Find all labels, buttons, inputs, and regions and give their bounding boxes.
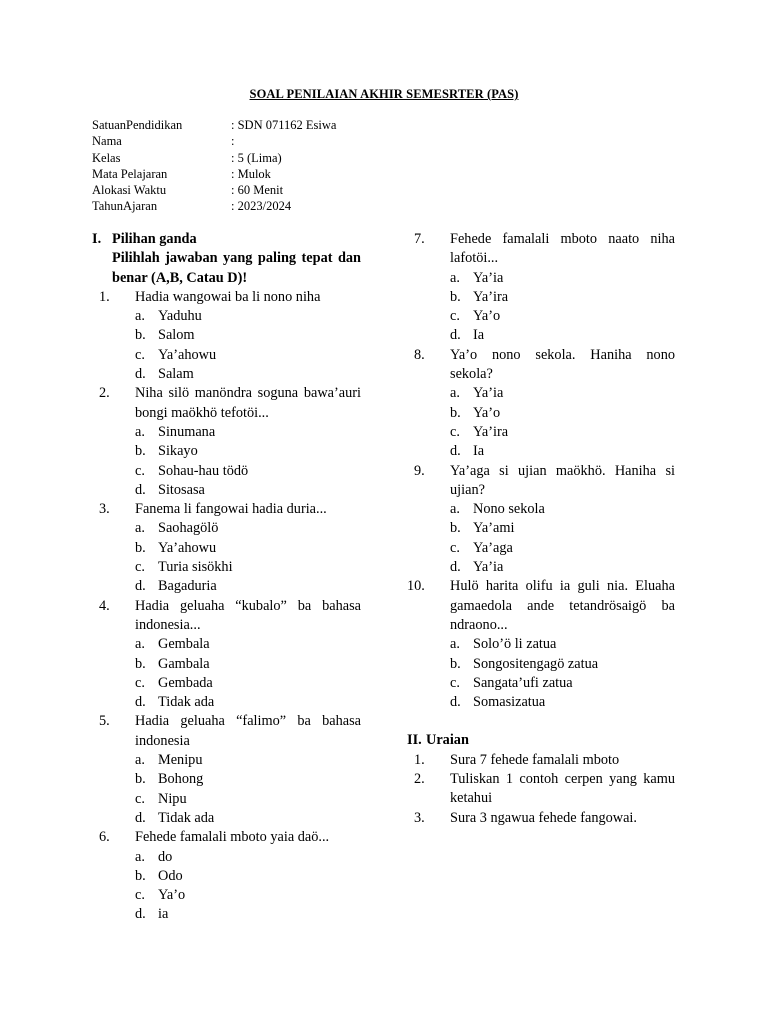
option-text: Salom — [158, 327, 195, 344]
option-letter: b. — [135, 771, 146, 788]
info-row — [92, 166, 336, 182]
option-text: Somasizatua — [473, 694, 546, 711]
answer-option — [135, 635, 361, 654]
option-letter: b. — [135, 443, 146, 460]
info-row — [92, 117, 336, 133]
info-label: TahunAjaran — [92, 199, 158, 214]
section-title: Pilihan ganda — [112, 231, 197, 247]
option-text: Bohong — [158, 771, 204, 788]
question-item — [92, 828, 361, 847]
option-letter: b. — [450, 655, 461, 672]
info-row — [92, 150, 336, 166]
answer-option — [450, 655, 675, 674]
question-text: Hadia wangowai ba li nono niha — [135, 288, 321, 305]
document-title: SOAL PENILAIAN AKHIR SEMESRTER (PAS) — [249, 87, 519, 101]
question-number: 9. — [414, 462, 425, 479]
answer-option — [450, 558, 675, 577]
option-letter: d. — [135, 578, 146, 595]
option-text: Ya’aga — [473, 539, 513, 556]
answer-option — [450, 423, 675, 442]
answer-option — [135, 346, 361, 365]
option-letter: b. — [135, 655, 146, 672]
question-text: Ya’o nono sekola. Haniha nono sekola? — [450, 346, 675, 383]
option-text: Salam — [158, 366, 194, 383]
answer-option — [135, 848, 361, 867]
option-text: Ya’ahowu — [158, 346, 217, 363]
option-text: Ya’ira — [473, 288, 509, 305]
answer-option — [135, 751, 361, 770]
question-item — [92, 712, 361, 751]
option-text: Ya’ira — [473, 423, 509, 440]
section-heading — [92, 230, 361, 249]
essay-item — [407, 751, 675, 770]
essay-number: 2. — [414, 771, 425, 788]
option-text: ia — [158, 906, 169, 923]
answer-option — [450, 500, 675, 519]
question-text: Fehede famalali mboto naato niha lafotöi... — [450, 231, 675, 267]
option-text: Saohagölö — [158, 520, 219, 537]
info-label: Kelas — [92, 150, 121, 165]
option-letter: d. — [135, 366, 146, 383]
option-letter: b. — [450, 288, 461, 305]
option-text: Sangata’ufi zatua — [473, 674, 573, 691]
option-text: Sitosasa — [158, 481, 205, 498]
option-letter: a. — [450, 385, 460, 402]
option-letter: d. — [135, 906, 146, 923]
answer-option — [135, 307, 361, 326]
answer-option — [135, 790, 361, 809]
section-number: I. — [92, 231, 102, 247]
answer-option — [135, 365, 361, 384]
essay-item — [407, 770, 675, 809]
answer-option — [135, 519, 361, 538]
answer-option — [135, 770, 361, 789]
identity-block — [92, 117, 336, 215]
option-letter: c. — [450, 423, 460, 440]
question-item — [92, 597, 361, 636]
option-text: Odo — [158, 867, 183, 884]
option-letter: d. — [135, 809, 146, 826]
option-letter: c. — [135, 887, 145, 904]
option-letter: a. — [135, 752, 145, 769]
answer-option — [135, 886, 361, 905]
option-letter: b. — [135, 327, 146, 344]
section-title: Uraian — [426, 732, 469, 749]
option-letter: d. — [450, 694, 461, 711]
option-text: Nipu — [158, 790, 187, 807]
question-number: 1. — [99, 288, 110, 305]
option-text: Ya’ahowu — [158, 539, 217, 556]
option-text: Ya’ami — [473, 520, 515, 537]
option-text: Ya’ia — [473, 385, 504, 402]
option-letter: b. — [135, 867, 146, 884]
answer-option — [135, 539, 361, 558]
option-letter: c. — [135, 790, 145, 807]
question-item — [407, 346, 675, 385]
info-label: Alokasi Waktu — [92, 183, 167, 198]
option-letter: a. — [135, 520, 145, 537]
right-column — [407, 230, 675, 828]
info-value: : 5 (Lima) — [231, 150, 282, 165]
option-text: Ya’o — [473, 404, 501, 421]
answer-option — [450, 269, 675, 288]
answer-option — [450, 384, 675, 403]
question-number: 4. — [99, 597, 110, 614]
essay-number: 3. — [414, 809, 425, 826]
option-letter: a. — [135, 423, 145, 440]
option-text: Tidak ada — [158, 809, 215, 826]
section-number: II. — [407, 732, 422, 749]
question-item — [92, 384, 361, 423]
question-number: 6. — [99, 829, 110, 846]
answer-option — [135, 423, 361, 442]
info-row — [92, 198, 336, 214]
answer-option — [450, 288, 675, 307]
answer-option — [450, 635, 675, 654]
option-letter: d. — [450, 443, 461, 460]
essay-number: 1. — [414, 751, 425, 768]
answer-option — [135, 462, 361, 481]
question-number: 8. — [414, 346, 425, 363]
essay-text: Sura 3 ngawua fehede fangowai. — [450, 809, 637, 826]
option-text: Bagaduria — [158, 578, 217, 595]
answer-option — [450, 674, 675, 693]
answer-option — [135, 655, 361, 674]
answer-option — [135, 558, 361, 577]
answer-option — [135, 326, 361, 345]
option-letter: c. — [135, 559, 145, 576]
option-letter: c. — [450, 539, 460, 556]
answer-option — [450, 693, 675, 712]
answer-option — [135, 693, 361, 712]
info-label: Mata Pelajaran — [92, 166, 168, 181]
option-letter: b. — [135, 539, 146, 556]
option-text: Sinumana — [158, 423, 216, 440]
info-value: : 60 Menit — [231, 183, 284, 198]
question-text: Hadia geluaha “falimo” ba bahasa indonesia — [135, 713, 361, 749]
option-letter: d. — [450, 559, 461, 576]
question-text: Fehede famalali mboto yaia daö... — [135, 829, 330, 846]
question-text: Fanema li fangowai hadia duria... — [135, 501, 327, 518]
question-item — [92, 288, 361, 307]
option-text: Ya’o — [473, 308, 501, 325]
answer-option — [450, 326, 675, 345]
question-number: 2. — [99, 385, 110, 402]
question-item — [407, 230, 675, 269]
answer-option — [135, 442, 361, 461]
question-item — [407, 577, 675, 635]
answer-option — [135, 905, 361, 924]
option-letter: c. — [450, 674, 460, 691]
option-text: Gambala — [158, 655, 210, 672]
question-text: Ya’aga si ujian maökhö. Haniha si ujian? — [450, 462, 675, 498]
info-value: : — [231, 134, 235, 149]
info-label: SatuanPendidikan — [92, 118, 183, 132]
info-value: : 2023/2024 — [231, 199, 292, 214]
option-letter: a. — [450, 269, 460, 286]
option-text: Turia sisökhi — [158, 559, 233, 576]
option-text: Ya’ia — [473, 559, 504, 576]
info-label: Nama — [92, 134, 122, 149]
option-text: Nono sekola — [473, 501, 545, 518]
info-value: : SDN 071162 Esiwa — [231, 118, 337, 132]
option-text: Gembada — [158, 674, 213, 691]
question-text: Hulö harita olifu ia guli nia. Eluaha gamaedola ande tetandrösaigö ba ndraono... — [450, 578, 675, 633]
option-text: Ya’ia — [473, 269, 504, 286]
option-text: Menipu — [158, 752, 203, 769]
section-instruction: Pilihlah jawaban yang paling tepat dan benar (A,B, Catau D)! — [112, 250, 361, 286]
option-text: Yaduhu — [158, 308, 202, 325]
answer-option — [450, 307, 675, 326]
option-text: Tidak ada — [158, 694, 215, 711]
answer-option — [135, 867, 361, 886]
answer-option — [450, 519, 675, 538]
essay-text: Sura 7 fehede famalali mboto — [450, 751, 620, 768]
question-item — [92, 500, 361, 519]
answer-option — [450, 539, 675, 558]
option-text: Solo’ö li zatua — [473, 636, 557, 653]
option-letter: c. — [450, 308, 460, 325]
essay-text: Tuliskan 1 contoh cerpen yang kamu ketahui — [450, 771, 675, 807]
option-letter: a. — [135, 636, 145, 653]
option-letter: d. — [135, 694, 146, 711]
option-text: Ia — [473, 443, 485, 460]
option-letter: c. — [135, 674, 145, 691]
question-number: 3. — [99, 501, 110, 518]
question-text: Hadia geluaha “kubalo” ba bahasa indonesia... — [135, 597, 361, 633]
question-number: 5. — [99, 713, 110, 730]
option-letter: b. — [450, 404, 461, 421]
option-letter: d. — [450, 327, 461, 344]
info-row — [92, 133, 336, 149]
spacer — [407, 712, 675, 731]
left-column — [92, 230, 361, 925]
option-text: Sohau-hau tödö — [158, 462, 249, 479]
info-value: : Mulok — [231, 166, 271, 181]
question-number: 10. — [407, 578, 425, 595]
question-text: Niha silö manöndra soguna bawa’auri bongi maökhö tefotöi... — [135, 385, 361, 421]
option-text: Ia — [473, 327, 485, 344]
option-text: Sikayo — [158, 443, 198, 460]
option-text: Gembala — [158, 636, 210, 653]
essay-item — [407, 809, 675, 828]
option-letter: a. — [135, 848, 145, 865]
answer-option — [135, 481, 361, 500]
question-item — [407, 462, 675, 501]
answer-option — [135, 674, 361, 693]
option-letter: a. — [450, 501, 460, 518]
option-letter: b. — [450, 520, 461, 537]
option-text: Songositengagö zatua — [473, 655, 599, 672]
question-number: 7. — [414, 231, 425, 247]
option-text: Ya’o — [158, 887, 186, 904]
option-letter: d. — [135, 481, 146, 498]
info-row — [92, 182, 336, 198]
answer-option — [135, 577, 361, 596]
answer-option — [135, 809, 361, 828]
option-letter: a. — [135, 308, 145, 325]
option-text: do — [158, 848, 173, 865]
section-heading — [407, 731, 675, 750]
option-letter: c. — [135, 462, 145, 479]
option-letter: a. — [450, 636, 460, 653]
answer-option — [450, 404, 675, 423]
answer-option — [450, 442, 675, 461]
option-letter: c. — [135, 346, 145, 363]
